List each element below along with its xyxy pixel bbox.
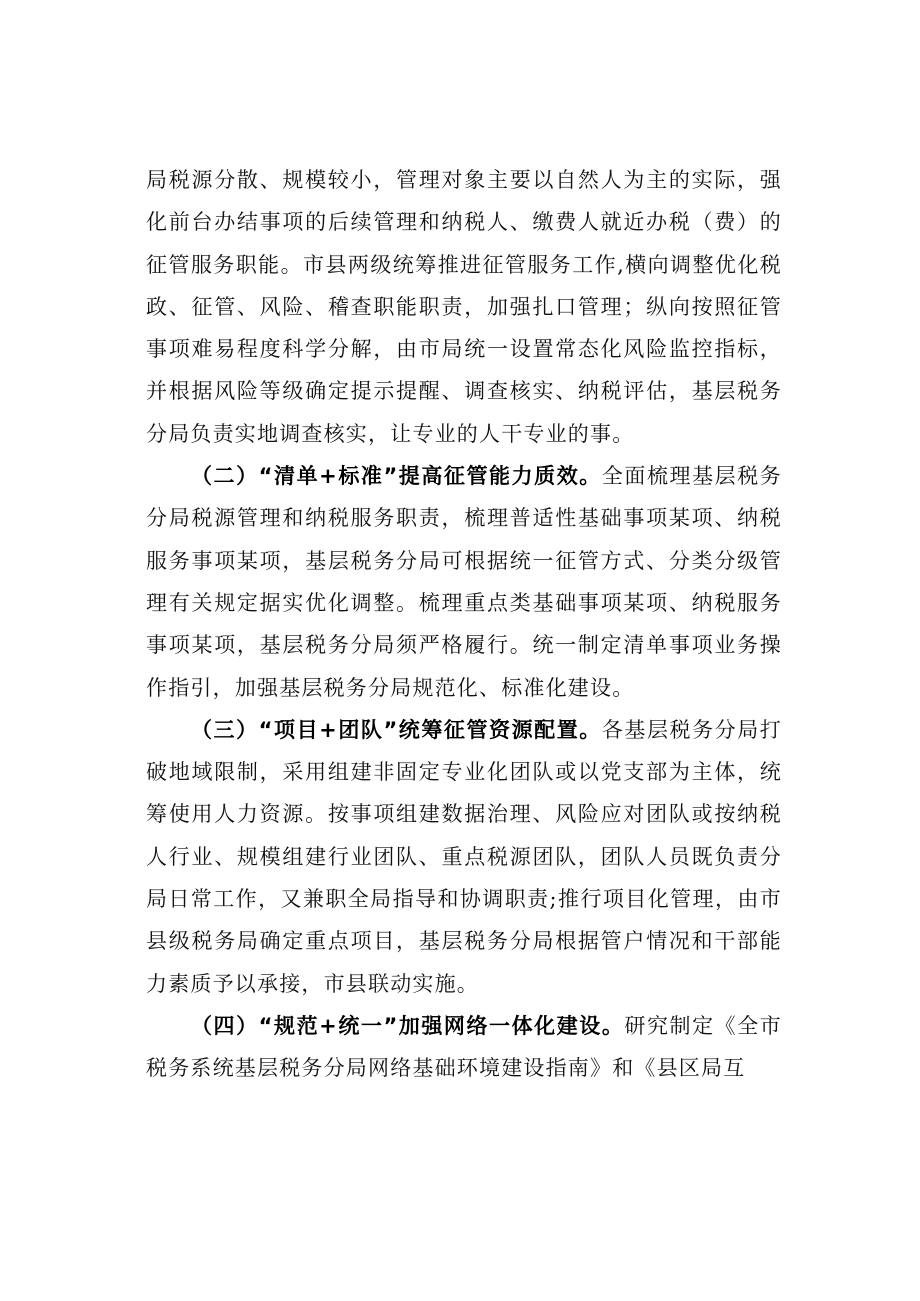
paragraph-text: 全面梳理基层税务分局税源管理和纳税服务职责，梳理普适性基础事项某项、纳税服务事项某项，基层税务分局可根据统一征管方式、分类分级管理有关规定据实优化调整。梳理重点类基础事项某项、纳税服务事项某项，基层税务分局须严格履行。统一制定清单事项业务操作指引，加强基层税务分局规范化、标准化建设。 [146, 464, 783, 700]
paragraph-continuation [146, 159, 782, 455]
section-heading: （三）“项目+团队”统筹征管资源配置。 [191, 717, 602, 742]
paragraph-section-3 [146, 709, 782, 1005]
paragraph-section-2 [146, 455, 782, 709]
paragraph-text: 研究制定《全市税务系统基层税务分局网络基础环境建设指南》和《县区局互 [146, 1013, 782, 1081]
document-body [146, 159, 782, 1090]
paragraph-text: 各基层税务分局打破地域限制，采用组建非固定专业化团队或以党支部为主体，统筹使用人力资源。按事项组建数据治理、风险应对团队或按纳税人行业、规模组建行业团队、重点税源团队，团队人员既负责分局日常工作，又兼职全局指导和协调职责;推行项目化管理，由市县级税务局确定重点项目，基层税务分局根据管户情况和干部能力素质予以承接，市县联动实施。 [146, 717, 783, 996]
paragraph-section-4 [146, 1005, 782, 1090]
section-heading: （四）“规范+统一”加强网络一体化建设。 [191, 1013, 625, 1038]
section-heading: （二）“清单+标准”提高征管能力质效。 [191, 464, 602, 489]
paragraph-text: 局税源分散、规模较小，管理对象主要以自然人为主的实际，强化前台办结事项的后续管理和纳税人、缴费人就近办税（费）的征管服务职能。市县两级统筹推进征管服务工作,横向调整优化税政、征管、风险、稽查职能职责，加强扎口管理；纵向按照征管事项难易程度科学分解，由市局统一设置常态化风险监控指标，并根据风险等级确定提示提醒、调查核实、纳税评估，基层税务分局负责实地调查核实，让专业的人干专业的事。 [146, 168, 782, 446]
